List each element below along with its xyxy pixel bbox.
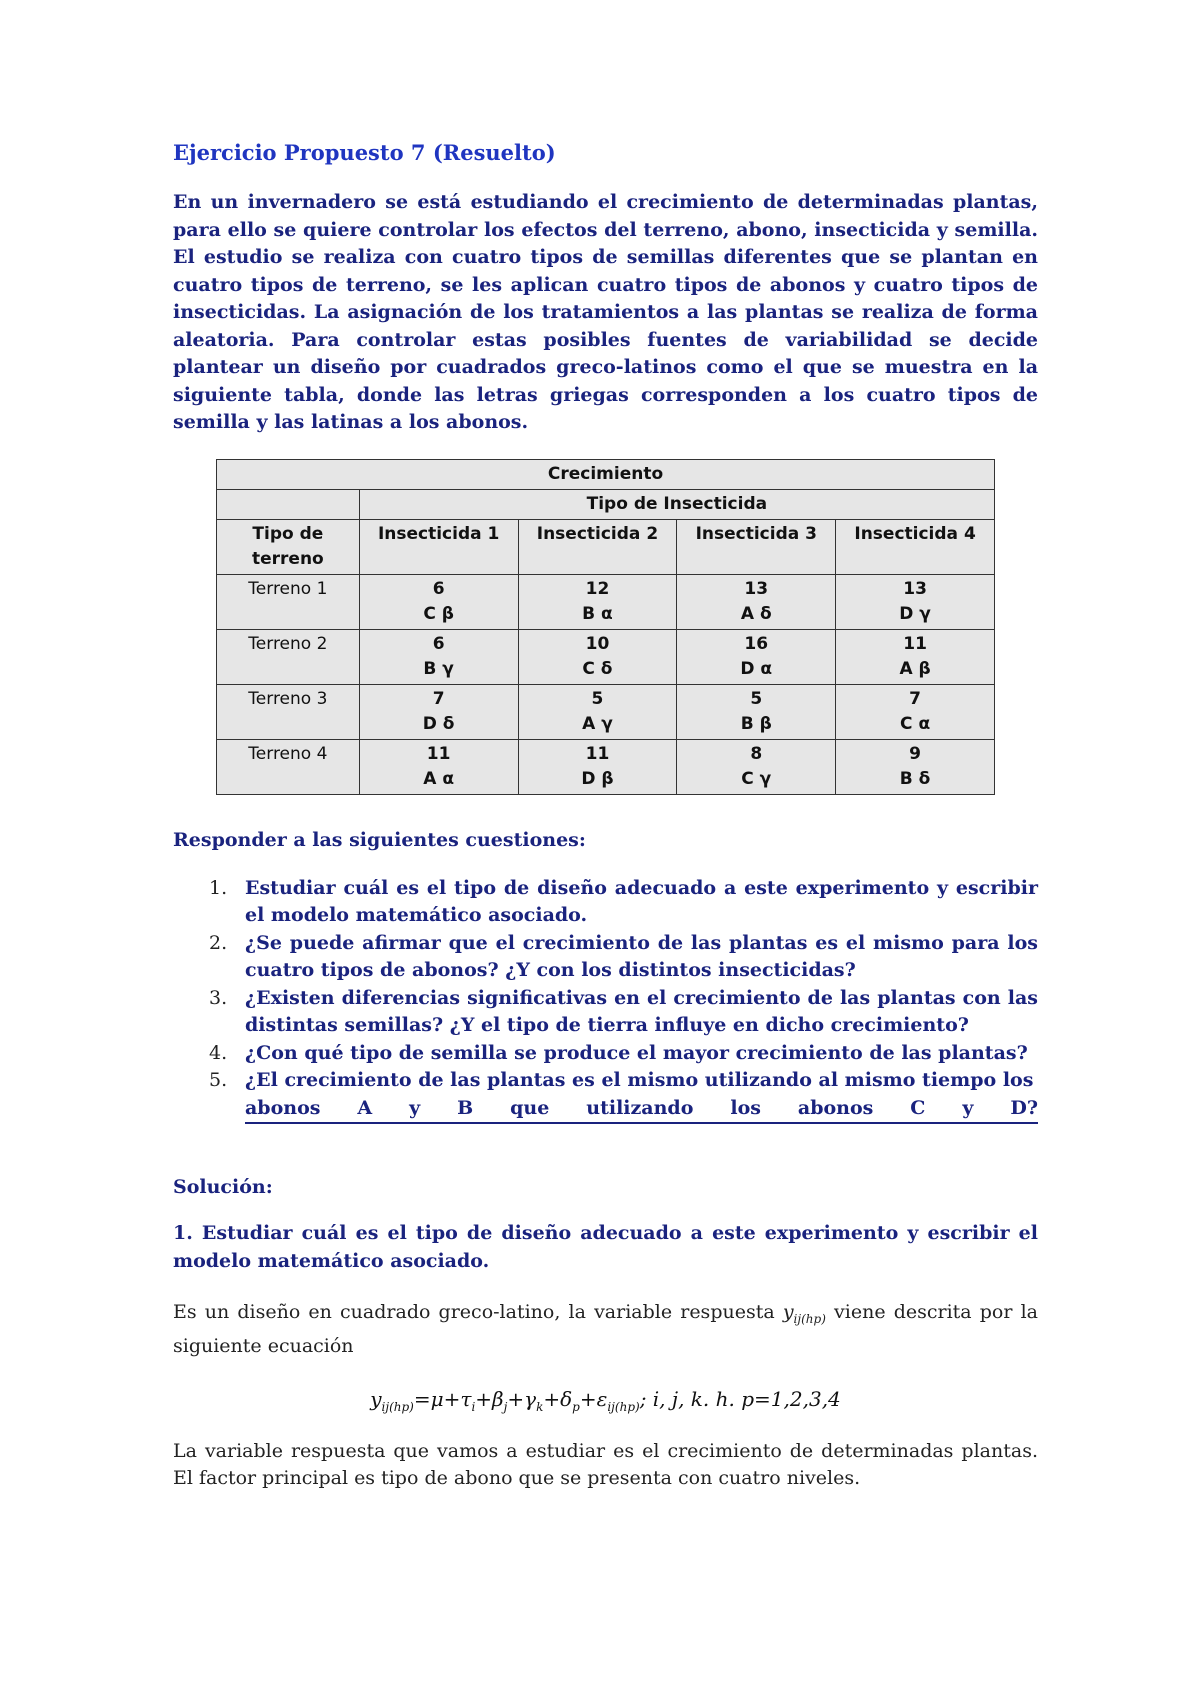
cell-value: 7 bbox=[432, 688, 445, 709]
table-group-row bbox=[217, 489, 995, 519]
solution-text-before: Es un diseño en cuadrado greco-latino, la variable respuesta bbox=[173, 1301, 783, 1323]
intro-paragraph: En un invernadero se está estudiando el crecimiento de determinadas plantas, para ello se quiere controlar los efectos del terreno, abono, insecticida y semilla. El estudio se realiza con cuatro tipos de semillas diferentes que se plantan en cuatro tipos de terreno, se les aplican cuatro tipos de abonos y cuatro tipos de insecticidas. La asignación de los tratamientos a las plantas se realiza de forma aleatoria. Para controlar estas posibles fuentes de variabilidad se decide plantear un diseño por cuadrados greco-latinos como el que se muestra en la siguiente tabla, donde las letras griegas corresponden a los cuatro tipos de semilla y las latinas a los abonos. bbox=[173, 191, 1038, 433]
row-label: Terreno 2 bbox=[217, 629, 360, 684]
question-number: 2. bbox=[209, 931, 228, 954]
eq-term: +γ bbox=[507, 1386, 537, 1411]
table-row bbox=[217, 684, 995, 739]
question-number: 3. bbox=[209, 986, 228, 1009]
table-cell bbox=[518, 684, 677, 739]
cell-treatment: A γ bbox=[582, 713, 613, 734]
cell-value: 6 bbox=[432, 578, 445, 599]
eq-term: =μ+τ bbox=[413, 1386, 472, 1411]
cell-value: 8 bbox=[750, 743, 763, 764]
cell-treatment: B β bbox=[740, 713, 772, 734]
cell-treatment: A δ bbox=[740, 603, 772, 624]
cell-treatment: C α bbox=[900, 713, 931, 734]
questions-list bbox=[173, 875, 1038, 1125]
cell-value: 9 bbox=[909, 743, 921, 764]
question-number: 1. bbox=[209, 876, 228, 899]
table-cell bbox=[836, 684, 995, 739]
row-label: Terreno 4 bbox=[217, 739, 360, 794]
table-cell bbox=[359, 574, 518, 629]
column-header: Insecticida 1 bbox=[359, 519, 518, 574]
table-row bbox=[217, 739, 995, 794]
solution-heading: Solución: bbox=[173, 1176, 273, 1198]
table-cell bbox=[518, 739, 677, 794]
questions-heading: Responder a las siguientes cuestiones: bbox=[173, 828, 586, 851]
table-cell bbox=[836, 574, 995, 629]
column-header: Insecticida 2 bbox=[518, 519, 677, 574]
column-header: Insecticida 3 bbox=[677, 519, 836, 574]
solution-question-1: 1. Estudiar cuál es el tipo de diseño adecuado a este experimento y escribir el modelo matemático asociado. bbox=[173, 1222, 1038, 1272]
cell-treatment: C γ bbox=[741, 768, 772, 789]
question-item bbox=[173, 875, 1038, 930]
table-cell bbox=[677, 684, 836, 739]
eq-sub: p bbox=[572, 1399, 580, 1414]
cell-value: 11 bbox=[903, 633, 927, 654]
eq-lhs-sub: ij(hp) bbox=[381, 1399, 414, 1414]
table-row bbox=[217, 574, 995, 629]
eq-sub: j bbox=[503, 1399, 508, 1414]
cell-value: 12 bbox=[585, 578, 610, 599]
cell-treatment: B δ bbox=[899, 768, 931, 789]
eq-term: +ε bbox=[579, 1386, 608, 1411]
table-header-row bbox=[217, 519, 995, 574]
cell-value: 6 bbox=[432, 633, 445, 654]
solution-text-after: viene descrita por la siguiente ecuación bbox=[173, 1301, 1038, 1358]
question-item bbox=[173, 1067, 1038, 1124]
question-number: 4. bbox=[209, 1041, 228, 1064]
column-header: Insecticida 4 bbox=[836, 519, 995, 574]
eq-sub: i bbox=[471, 1399, 476, 1414]
eq-sub: ij(hp) bbox=[607, 1399, 640, 1414]
eq-term: +δ bbox=[543, 1386, 573, 1411]
cell-value: 5 bbox=[591, 688, 604, 709]
table-title-row bbox=[217, 459, 995, 489]
eq-sub: k bbox=[536, 1399, 544, 1414]
table-cell bbox=[359, 684, 518, 739]
question-number: 5. bbox=[209, 1069, 228, 1091]
table-group-header: Tipo de Insecticida bbox=[359, 489, 994, 519]
cell-treatment: D γ bbox=[899, 603, 931, 624]
table-cell bbox=[677, 574, 836, 629]
response-variable bbox=[782, 1301, 826, 1326]
table-cell bbox=[836, 739, 995, 794]
table-cell bbox=[836, 629, 995, 684]
table-cell bbox=[677, 629, 836, 684]
cell-treatment: B γ bbox=[423, 658, 454, 679]
growth-table-wrapper bbox=[216, 459, 995, 795]
growth-table bbox=[216, 459, 995, 795]
cell-treatment: C δ bbox=[582, 658, 613, 679]
question-text-line: ¿El crecimiento de las plantas es el mismo utilizando al mismo tiempo los bbox=[245, 1069, 1034, 1091]
cell-value: 11 bbox=[585, 743, 610, 764]
row-label: Terreno 3 bbox=[217, 684, 360, 739]
question-text-line-underlined: abonos A y B que utilizando los abonos C y D? bbox=[245, 1095, 1038, 1125]
cell-value: 11 bbox=[426, 743, 451, 764]
table-cell bbox=[677, 739, 836, 794]
cell-value: 10 bbox=[585, 633, 610, 654]
cell-treatment: A β bbox=[899, 658, 931, 679]
question-text: ¿Existen diferencias significativas en el crecimiento de las plantas con las distintas semillas? ¿Y el tipo de tierra influye en dicho crecimiento? bbox=[245, 986, 1038, 1036]
solution-paragraph-1 bbox=[173, 1299, 1038, 1361]
model-equation bbox=[173, 1387, 1038, 1414]
cell-value: 7 bbox=[909, 688, 921, 709]
cell-value: 13 bbox=[903, 578, 927, 599]
question-item bbox=[173, 1040, 1038, 1068]
cell-value: 5 bbox=[750, 688, 763, 709]
variable-symbol: y bbox=[782, 1301, 794, 1323]
table-cell bbox=[359, 629, 518, 684]
table-cell bbox=[359, 739, 518, 794]
variable-subscript: ij(hp) bbox=[793, 1311, 826, 1326]
cell-treatment: C β bbox=[423, 603, 454, 624]
eq-lhs: y bbox=[370, 1386, 382, 1411]
table-corner-header: Tipo de terreno bbox=[217, 519, 360, 574]
table-row bbox=[217, 629, 995, 684]
cell-value: 13 bbox=[744, 578, 769, 599]
cell-treatment: D β bbox=[581, 768, 614, 789]
cell-treatment: D δ bbox=[422, 713, 455, 734]
table-blank-cell bbox=[217, 489, 360, 519]
row-label: Terreno 1 bbox=[217, 574, 360, 629]
table-cell bbox=[518, 629, 677, 684]
table-title: Crecimiento bbox=[217, 459, 995, 489]
eq-term: ; i, j, k. h. p=1,2,3,4 bbox=[639, 1386, 841, 1411]
question-text: Estudiar cuál es el tipo de diseño adecuado a este experimento y escribir el modelo matemático asociado. bbox=[245, 876, 1038, 926]
exercise-title: Ejercicio Propuesto 7 (Resuelto) bbox=[173, 140, 556, 165]
eq-term: +β bbox=[475, 1386, 504, 1411]
cell-treatment: B α bbox=[582, 603, 613, 624]
table-cell bbox=[518, 574, 677, 629]
cell-treatment: D α bbox=[740, 658, 773, 679]
document-page bbox=[173, 140, 1038, 1493]
cell-value: 16 bbox=[744, 633, 769, 654]
cell-treatment: A α bbox=[423, 768, 455, 789]
solution-paragraph-2: La variable respuesta que vamos a estudiar es el crecimiento de determinadas plantas. El factor principal es tipo de abono que se presenta con cuatro niveles. bbox=[173, 1439, 1038, 1490]
question-text: ¿Con qué tipo de semilla se produce el mayor crecimiento de las plantas? bbox=[245, 1041, 1028, 1064]
question-item bbox=[173, 930, 1038, 985]
question-text: ¿Se puede afirmar que el crecimiento de las plantas es el mismo para los cuatro tipos de abonos? ¿Y con los distintos insecticidas? bbox=[245, 931, 1038, 981]
question-item bbox=[173, 985, 1038, 1040]
